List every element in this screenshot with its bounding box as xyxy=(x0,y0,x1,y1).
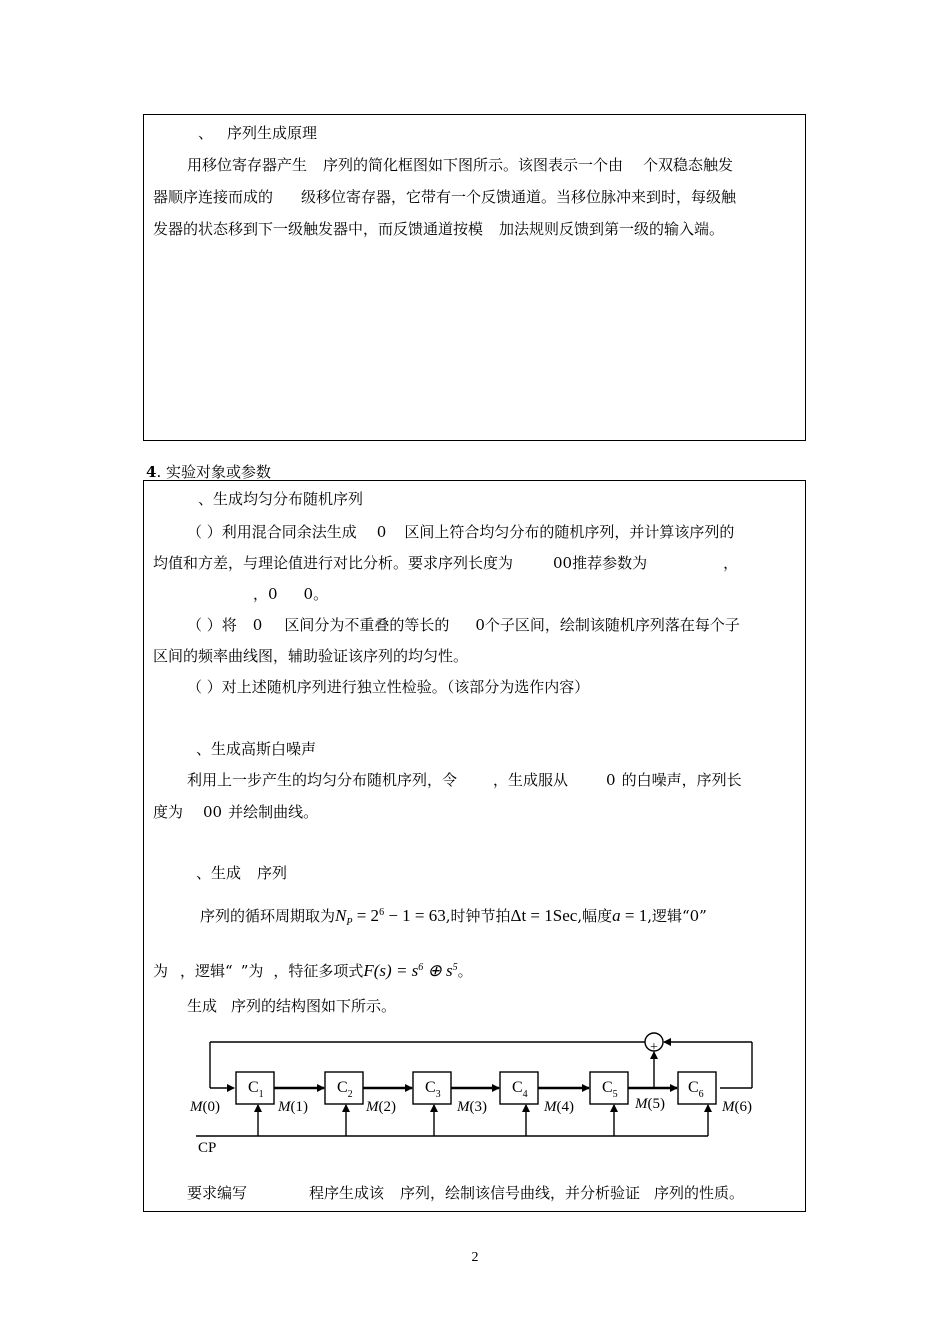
text-seg: 区间分为不重叠的等长的 xyxy=(284,616,450,634)
tap-label: M(2) xyxy=(366,1099,396,1115)
text-seg: 级移位寄存器，它带有一个反馈通道。当移位脉冲来到时，每级触 xyxy=(301,188,737,206)
math-seg: P xyxy=(346,917,353,928)
heading-sep: 、 xyxy=(198,124,214,142)
item2-line1 xyxy=(187,770,742,790)
tap-label: M(3) xyxy=(457,1099,487,1115)
text-seg: 序列的性质。 xyxy=(654,1184,745,1202)
tap-label: M(4) xyxy=(544,1099,574,1115)
clock-formula: Δt = 1Sec xyxy=(510,906,578,925)
text-seg: （ ）对上述随机序列进行独立性检验。（该部分为选作内容） xyxy=(187,678,590,696)
register-label: $C_1$ xyxy=(248,1079,264,1100)
text-seg: ,时钟节拍 xyxy=(445,907,511,925)
text-seg: 00 xyxy=(203,803,223,821)
text-seg: （ ）利用混合同余法生成 xyxy=(187,523,357,541)
shift-register-diagram xyxy=(180,1022,780,1160)
section4-title xyxy=(146,462,271,482)
register-label: $C_6$ xyxy=(688,1079,704,1100)
math-seg: 5 xyxy=(452,962,458,973)
text-seg: 程序生成该 xyxy=(309,1184,385,1202)
text-seg: 器顺序连接而成的 xyxy=(153,188,274,206)
text-seg: 度为 xyxy=(153,803,184,821)
text-seg: 均值和方差，与理论值进行对比分析。要求序列长度为 xyxy=(153,554,514,572)
text-seg: 区间上符合均匀分布的随机序列，并计算该序列的 xyxy=(404,523,735,541)
text-seg: 0 xyxy=(376,523,387,541)
text-seg: 的白噪声，序列长 xyxy=(621,771,742,789)
adder-symbol: + xyxy=(650,1040,658,1055)
text-seg: 用移位寄存器产生 xyxy=(187,156,308,174)
item1-p2-line2 xyxy=(153,646,468,666)
text-seg: 0 xyxy=(252,616,263,634)
item1-p1-line2 xyxy=(153,553,738,573)
text-seg: 。 xyxy=(457,962,473,980)
item3-line4 xyxy=(187,1183,744,1203)
tap-label: M(1) xyxy=(278,1099,308,1115)
text-seg: 发器的状态移到下一级触发器中，而反馈通道按模 xyxy=(153,220,484,238)
text-seg: 要求编写 xyxy=(187,1184,248,1202)
text-seg: 序列的简化框图如下图所示。该图表示一个由 xyxy=(323,156,624,174)
item-heading: 、生成高斯白噪声 xyxy=(196,740,317,758)
text-seg: 并绘制曲线。 xyxy=(228,803,319,821)
text-seg: 0。 xyxy=(303,585,329,603)
text-seg: 生成 xyxy=(187,997,218,1015)
text-seg: 序列的结构图如下所示。 xyxy=(231,997,397,1015)
text-seg: ，0 xyxy=(253,585,278,603)
item3-line1 xyxy=(200,903,707,933)
section3-para-line2 xyxy=(153,187,736,207)
text-seg: 区间的频率曲线图，辅助验证该序列的均匀性。 xyxy=(153,647,469,665)
text-seg: 、生成 xyxy=(196,864,242,882)
tap-label: M(6) xyxy=(722,1099,752,1115)
math-seg: = 2 xyxy=(352,906,380,925)
text-seg: ，特征多项式 xyxy=(273,962,364,980)
heading-text: 序列生成原理 xyxy=(227,124,318,142)
item3-line2 xyxy=(153,958,473,981)
poly-formula xyxy=(363,961,457,980)
section3-para-line1 xyxy=(187,155,733,175)
section-title-text: . 实验对象或参数 xyxy=(156,463,271,481)
text-seg: 序列 xyxy=(257,864,288,882)
item1-p1-line3 xyxy=(253,584,328,604)
text-seg: 序列，绘制该信号曲线，并分析验证 xyxy=(400,1184,641,1202)
clock-label: CP xyxy=(198,1140,217,1156)
math-seg: 6 xyxy=(379,907,385,918)
text-seg: ,幅度 xyxy=(577,907,613,925)
text-seg: 为 xyxy=(153,962,169,980)
register-label: $C_3$ xyxy=(425,1079,441,1100)
page-number: 2 xyxy=(471,1250,479,1265)
item2-line2 xyxy=(153,802,318,822)
item1-p1-line1 xyxy=(187,522,734,542)
text-seg: 个双稳态触发 xyxy=(643,156,734,174)
math-seg: F(s) = s xyxy=(363,961,419,980)
item1-p3 xyxy=(187,677,589,697)
text-seg: 0 xyxy=(606,771,616,789)
item2-heading xyxy=(196,739,316,759)
math-seg: = 1 xyxy=(620,906,648,925)
register-label: $C_2$ xyxy=(337,1079,353,1100)
item3-heading xyxy=(196,863,287,883)
text-seg: ， xyxy=(723,554,739,572)
math-seg: a xyxy=(612,906,621,925)
text-seg: 0个子区间，绘制该随机序列落在每个子 xyxy=(475,616,740,634)
math-seg: N xyxy=(335,906,347,925)
item1-heading xyxy=(198,489,363,509)
text-seg: 加法规则反馈到第一级的输入端。 xyxy=(499,220,725,238)
tap-label: M(5) xyxy=(635,1096,665,1112)
text-seg: 00推荐参数为 xyxy=(553,554,648,572)
section-number: 4 xyxy=(146,463,157,481)
tap-label: M(0) xyxy=(190,1099,220,1115)
text-seg: ，生成服从 xyxy=(493,771,569,789)
section3-para-line3 xyxy=(153,219,724,239)
item1-p2-line1 xyxy=(187,615,740,635)
register-label: $C_4$ xyxy=(512,1079,528,1100)
text-seg: 序列的循环周期取为 xyxy=(200,907,336,925)
math-seg: 6 xyxy=(418,962,424,973)
text-seg: ,逻辑“0” xyxy=(647,907,707,925)
text-seg: （ ）将 xyxy=(187,616,237,634)
item3-line3 xyxy=(187,996,396,1016)
math-seg: ⊕ s xyxy=(423,961,453,980)
section3-heading xyxy=(198,123,317,143)
item-heading: 、生成均匀分布随机序列 xyxy=(198,490,364,508)
period-formula xyxy=(335,906,446,928)
text-seg: ，逻辑“ xyxy=(180,962,233,980)
text-seg: 利用上一步产生的均匀分布随机序列，令 xyxy=(187,771,458,789)
text-seg: ”为 xyxy=(240,962,264,980)
math-seg: − 1 = 63 xyxy=(384,906,446,925)
register-label: $C_5$ xyxy=(602,1079,618,1100)
